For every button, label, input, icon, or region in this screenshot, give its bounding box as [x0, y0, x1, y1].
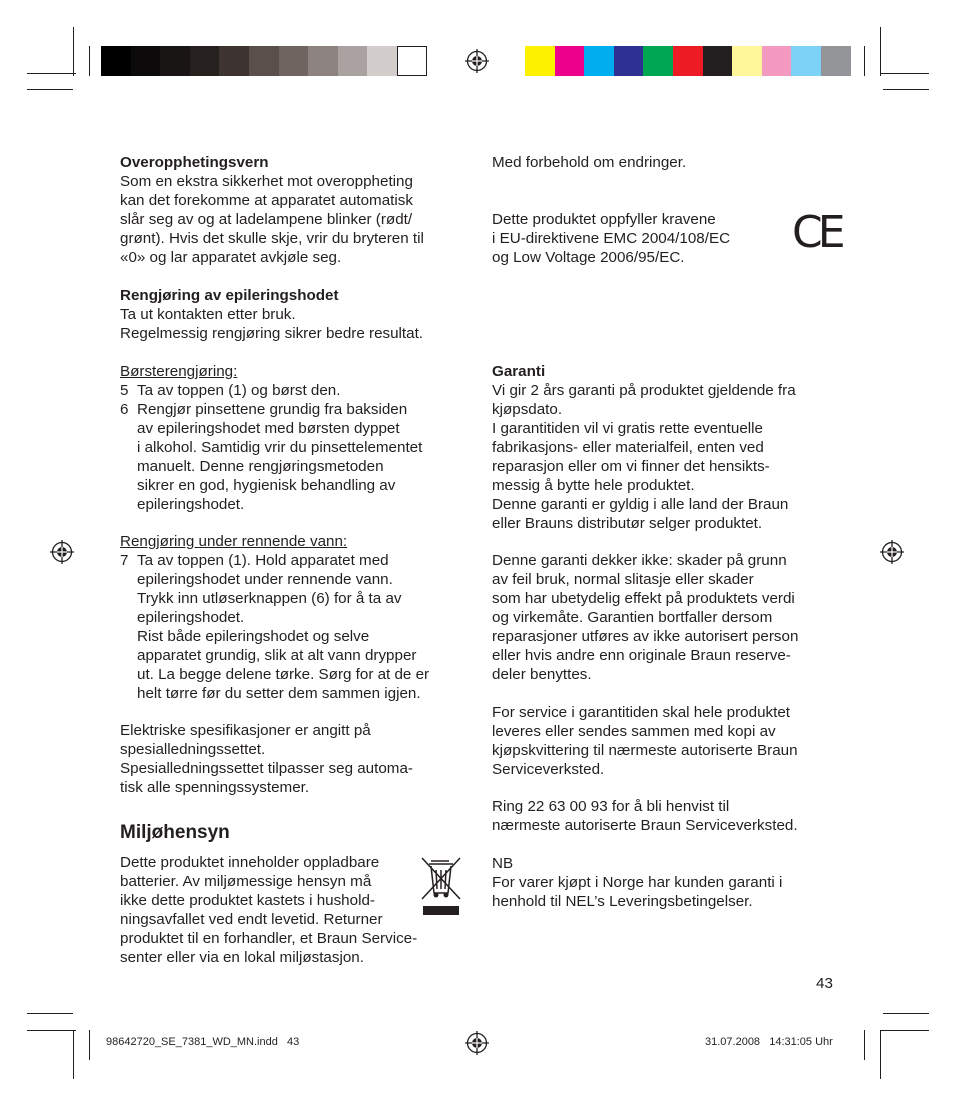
- text-line: reparasjoner utføres av ikke autorisert person: [492, 628, 799, 645]
- text-line: i EU-direktivene EMC 2004/108/EC: [492, 230, 731, 247]
- crop-mark: [27, 89, 73, 90]
- text-line: Dette produktet oppfyller kravene: [492, 211, 716, 228]
- registration-mark-icon: [465, 1031, 489, 1055]
- registration-mark-icon: [880, 540, 904, 564]
- text-line: grønt). Hvis det skulle skje, vrir du bryteren til: [120, 230, 424, 247]
- text-line: eller hvis andre enn originale Braun reserve-: [492, 647, 791, 664]
- crop-mark: [73, 1030, 74, 1079]
- crop-mark: [89, 46, 90, 76]
- text-line: Som en ekstra sikkerhet mot overoppheting: [120, 173, 413, 190]
- text-line: Rist både epileringshodet og selve: [137, 628, 370, 645]
- text-line: Vi gir 2 års garanti på produktet gjeldende fra: [492, 382, 796, 399]
- text-line: tisk alle spenningssystemer.: [120, 779, 310, 796]
- text-line: batterier. Av miljømessige hensyn må: [120, 873, 372, 890]
- color-swatch: [643, 46, 673, 76]
- text-line: henhold til NEL’s Leveringsbetingelser.: [492, 893, 753, 910]
- text-line: Denne garanti dekker ikke: skader på grunn: [492, 552, 787, 569]
- list-item: [120, 400, 422, 514]
- crop-mark: [27, 1013, 73, 1014]
- text-line: nærmeste autoriserte Braun Serviceverksted.: [492, 817, 798, 834]
- text-line: kan det forekomme at apparatet automatisk: [120, 192, 413, 209]
- crop-mark: [883, 1013, 929, 1014]
- text-line: Ring 22 63 00 93 for å bli henvist til: [492, 798, 730, 815]
- text-line: Rengjør pinsettene grundig fra baksiden: [137, 401, 408, 418]
- crop-mark: [883, 89, 929, 90]
- color-swatch: [732, 46, 762, 76]
- registration-mark-icon: [50, 540, 74, 564]
- text-line: ningsavfallet ved endt levetid. Returner: [120, 911, 383, 928]
- crop-mark: [27, 1030, 76, 1031]
- guarantee-exclusions: [492, 551, 798, 684]
- text-line: Ta av toppen (1). Hold apparatet med: [137, 552, 389, 569]
- crop-mark: [864, 46, 865, 76]
- step-number: 7: [120, 552, 129, 569]
- text-line: Serviceverksted.: [492, 761, 605, 778]
- color-swatch: [762, 46, 792, 76]
- color-swatch: [555, 46, 585, 76]
- text-line: Dette produktet inneholder oppladbare: [120, 854, 380, 871]
- text-line: produktet til en forhandler, et Braun Service-: [120, 930, 418, 947]
- list-item: [120, 381, 422, 400]
- text-line: apparatet grundig, slik at alt vann drypper: [137, 647, 417, 664]
- crop-mark: [880, 73, 929, 74]
- crossed-out-wheelie-bin-icon: [419, 855, 463, 917]
- text-line: epileringshodet.: [137, 609, 245, 626]
- text-line: For varer kjøpt i Norge har kunden garanti i: [492, 874, 783, 891]
- text-line: Elektriske spesifikasjoner er angitt på: [120, 722, 371, 739]
- text-line: NB: [492, 855, 514, 872]
- color-swatch: [131, 46, 161, 76]
- text-line: ikke dette produktet kastets i hushold-: [120, 892, 375, 909]
- text-line: og virkemåte. Garantien bortfaller dersom: [492, 609, 773, 626]
- text-line: I garantitiden vil vi gratis rette eventuelle: [492, 420, 763, 437]
- text-line: Spesialledningssettet tilpasser seg automa-: [120, 760, 413, 777]
- cleaning-section: [120, 286, 423, 343]
- guarantee-nb: [492, 854, 782, 911]
- text-line: manuelt. Denne rengjøringsmetoden: [137, 458, 384, 475]
- color-swatch: [791, 46, 821, 76]
- crop-mark: [73, 27, 74, 76]
- text-line: kjøpskvittering til nærmeste autoriserte Braun: [492, 742, 798, 759]
- text-line: leveres eller sendes sammen med kopi av: [492, 723, 776, 740]
- color-swatch: [190, 46, 220, 76]
- slug-timestamp: 31.07.2008 14:31:05 Uhr: [705, 1036, 833, 1048]
- color-swatch: [525, 46, 555, 76]
- color-swatch: [160, 46, 190, 76]
- text-line: slår seg av og at ladelampene blinker (rødt/: [120, 211, 413, 228]
- text-line: helt tørre før du setter dem sammen igjen.: [137, 685, 421, 702]
- electrical-specs-section: [120, 721, 413, 797]
- ce-conformity-section: [492, 210, 730, 267]
- crop-mark: [864, 1030, 865, 1060]
- text-line: eller Brauns distributør selger produktet.: [492, 515, 763, 532]
- crop-mark: [880, 1030, 929, 1031]
- subsection-title: Rengjøring under rennende vann:: [120, 533, 348, 550]
- guarantee-service: [492, 703, 798, 779]
- page-number: 43: [816, 975, 833, 992]
- text-line: deler benyttes.: [492, 666, 592, 683]
- environment-section: [120, 853, 417, 967]
- crop-mark: [89, 1030, 90, 1060]
- ce-mark-icon: CE: [792, 207, 841, 258]
- color-swatch: [308, 46, 338, 76]
- slug-file-info: 98642720_SE_7381_WD_MN.indd 43: [106, 1036, 300, 1048]
- color-swatch: [584, 46, 614, 76]
- overheat-section: [120, 153, 424, 267]
- text-line: epileringshodet.: [137, 496, 245, 513]
- text-line: spesialledningssettet.: [120, 741, 266, 758]
- subsection-title: Børsterengjøring:: [120, 363, 238, 380]
- color-swatch: [219, 46, 249, 76]
- section-title: Garanti: [492, 363, 546, 380]
- text-line: Trykk inn utløserknappen (6) for å ta av: [137, 590, 402, 607]
- text-line: av feil bruk, normal slitasje eller skader: [492, 571, 754, 588]
- crop-mark: [880, 27, 881, 76]
- environment-heading: Miljøhensyn: [120, 822, 230, 843]
- color-swatch: [821, 46, 851, 76]
- color-swatch: [614, 46, 644, 76]
- text-line: og Low Voltage 2006/95/EC.: [492, 249, 685, 266]
- text-line: fabrikasjons- eller materialfeil, enten ved: [492, 439, 764, 456]
- color-swatch: [249, 46, 279, 76]
- text-line: Ta av toppen (1) og børst den.: [137, 382, 341, 399]
- step-number: 6: [120, 401, 129, 418]
- text-line: av epileringshodet med børsten dyppet: [137, 420, 400, 437]
- water-cleaning-section: [120, 532, 429, 703]
- color-swatch: [397, 46, 427, 76]
- color-swatch: [101, 46, 131, 76]
- text-line: som har ubetydelig effekt på produktets verdi: [492, 590, 795, 607]
- text-line: Denne garanti er gyldig i alle land der Braun: [492, 496, 789, 513]
- crop-mark: [880, 1030, 881, 1079]
- brush-cleaning-section: [120, 362, 422, 514]
- section-title: Overopphetingsvern: [120, 154, 269, 171]
- text-line: «0» og lar apparatet avkjøle seg.: [120, 249, 342, 266]
- color-swatch: [279, 46, 309, 76]
- text-line: messig å bytte hele produktet.: [492, 477, 695, 494]
- text-line: Regelmessig rengjøring sikrer bedre resultat.: [120, 325, 424, 342]
- crop-mark: [27, 73, 76, 74]
- registration-mark-icon: [465, 49, 489, 73]
- list-item: [120, 551, 429, 703]
- text-line: senter eller via en lokal miljøstasjon.: [120, 949, 364, 966]
- text-line: kjøpsdato.: [492, 401, 563, 418]
- color-swatch: [338, 46, 368, 76]
- guarantee-section: [492, 362, 796, 533]
- text-line: For service i garantitiden skal hele produktet: [492, 704, 790, 721]
- guarantee-phone: [492, 797, 798, 835]
- text-line: reparasjon eller om vi finner det hensikts-: [492, 458, 770, 475]
- section-title: Rengjøring av epileringshodet: [120, 287, 339, 304]
- text-line: Ta ut kontakten etter bruk.: [120, 306, 296, 323]
- step-number: 5: [120, 382, 129, 399]
- text-line: ut. La begge delene tørke. Sørg for at de er: [137, 666, 430, 683]
- color-swatch: [673, 46, 703, 76]
- color-swatch: [367, 46, 397, 76]
- text-line: i alkohol. Samtidig vrir du pinsettelementet: [137, 439, 423, 456]
- text-line: epileringshodet under rennende vann.: [137, 571, 393, 588]
- color-swatch: [703, 46, 733, 76]
- reservation-note: Med forbehold om endringer.: [492, 154, 687, 171]
- text-line: sikrer en god, hygienisk behandling av: [137, 477, 396, 494]
